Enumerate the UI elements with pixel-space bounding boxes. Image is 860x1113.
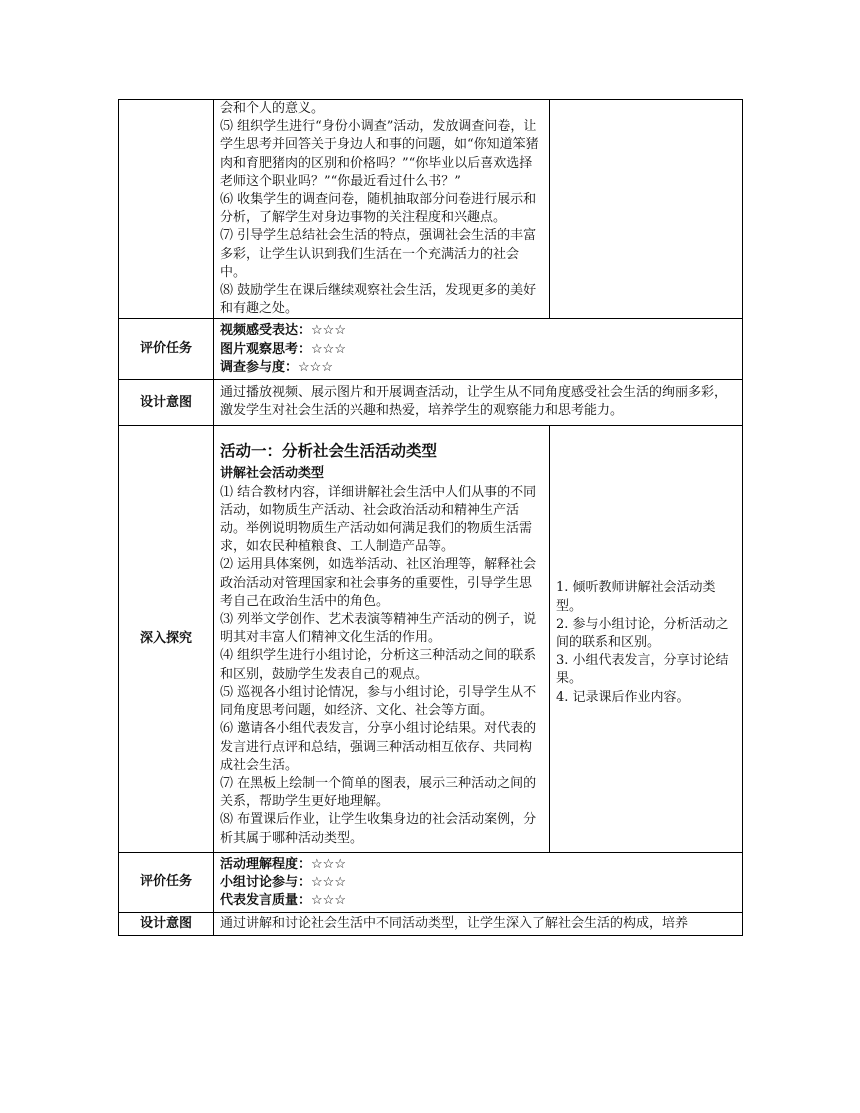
intent-label-1: 设计意图 bbox=[119, 380, 214, 426]
continued-step: ⑹ 收集学生的调查问卷，随机抽取部分问卷进行展示和分析，了解学生对身边事物的关注程度和兴趣点。 bbox=[220, 192, 537, 226]
explore-student-cell bbox=[550, 426, 743, 852]
student-step: 1. 倾听教师讲解社会活动类型。 bbox=[556, 580, 716, 614]
eval-item: 小组讨论参与：☆☆☆ bbox=[220, 874, 346, 890]
continued-teacher-cell bbox=[214, 100, 550, 319]
continued-step: ⑺ 引导学生总结社会生活的特点，强调社会生活的丰富多彩，让学生认识到我们生活在一个充满活力的社会中。 bbox=[220, 228, 537, 280]
student-step: 3. 小组代表发言，分享讨论结果。 bbox=[556, 653, 729, 687]
explore-teacher-cell bbox=[214, 426, 550, 852]
eval-criteria-1 bbox=[214, 319, 743, 380]
eval-criteria-2 bbox=[214, 852, 743, 913]
explore-row bbox=[119, 426, 743, 852]
eval-item: 视频感受表达：☆☆☆ bbox=[220, 323, 346, 339]
teacher-step: ⑸ 巡视各小组讨论情况，参与小组讨论，引导学生从不同角度思考问题，如经济、文化、社会等方面。 bbox=[220, 684, 537, 719]
continued-line: 会和个人的意义。 bbox=[220, 101, 325, 116]
teacher-step: ⑻ 布置课后作业，让学生收集身边的社会活动案例，分析其属于哪种活动类型。 bbox=[220, 812, 537, 846]
eval-label-2: 评价任务 bbox=[119, 852, 214, 913]
intent-row-1 bbox=[119, 380, 743, 426]
teacher-step: ⑷ 组织学生进行小组讨论，分析这三种活动之间的联系和区别，鼓励学生发表自己的观点。 bbox=[220, 648, 537, 682]
continued-row bbox=[119, 100, 743, 319]
eval-item: 活动理解程度：☆☆☆ bbox=[220, 856, 346, 872]
continued-student-cell bbox=[550, 100, 743, 319]
eval-item: 图片观察思考：☆☆☆ bbox=[220, 341, 346, 357]
activity-title: 活动一：分析社会生活活动类型 bbox=[220, 442, 438, 461]
continued-label-cell bbox=[119, 100, 214, 319]
eval-item: 调查参与度：☆☆☆ bbox=[220, 359, 333, 375]
teacher-step: ⑶ 列举文学创作、艺术表演等精神生产活动的例子，说明其对丰富人们精神文化生活的作用。 bbox=[220, 612, 537, 646]
intent-text-1: 通过播放视频、展示图片和开展调查活动，让学生从不同角度感受社会生活的绚丽多彩，激发学生对社会生活的兴趣和热爱，培养学生的观察能力和思考能力。 bbox=[214, 380, 743, 426]
activity-subtitle: 讲解社会活动类型 bbox=[220, 466, 325, 482]
intent-text-2: 通过讲解和讨论社会生活中不同活动类型，让学生深入了解社会生活的构成，培养 bbox=[214, 913, 743, 935]
student-step: 2. 参与小组讨论，分析活动之间的联系和区别。 bbox=[556, 616, 729, 650]
eval-row-2 bbox=[119, 852, 743, 913]
teacher-step: ⑺ 在黑板上绘制一个简单的图表，展示三种活动之间的关系，帮助学生更好地理解。 bbox=[220, 775, 537, 810]
teacher-step: ⑵ 运用具体案例，如选举活动、社区治理等，解释社会政治活动对管理国家和社会事务的重要性，引导学生思考自己在政治生活中的角色。 bbox=[220, 557, 537, 609]
intent-label-2: 设计意图 bbox=[119, 913, 214, 935]
eval-label-1: 评价任务 bbox=[119, 319, 214, 380]
teacher-step: ⑴ 结合教材内容，详细讲解社会生活中人们从事的不同活动，如物质生产活动、社会政治活动和精神生产活动。举例说明物质生产活动如何满足我们的物质生活需求，如农民种植粮食、工人制造产品等。 bbox=[220, 484, 537, 555]
student-step: 4. 记录课后作业内容。 bbox=[556, 689, 690, 705]
explore-label: 深入探究 bbox=[119, 426, 214, 852]
eval-item: 代表发言质量：☆☆☆ bbox=[220, 893, 346, 909]
continued-step: ⑸ 组织学生进行“身份小调查”活动，发放调查问卷，让学生思考并回答关于身边人和事的问题，如“你知道笨猪肉和育肥猪肉的区别和价格吗？”“你毕业以后喜欢选择老师这个职业吗？”“你最近看过什么书？” bbox=[220, 119, 539, 189]
teacher-step: ⑹ 邀请各小组代表发言，分享小组讨论结果。对代表的发言进行点评和总结，强调三种活动相互依存、共同构成社会生活。 bbox=[220, 721, 537, 773]
continued-step: ⑻ 鼓励学生在课后继续观察社会生活，发现更多的美好和有趣之处。 bbox=[220, 283, 537, 317]
intent-row-2 bbox=[119, 913, 743, 935]
eval-row-1 bbox=[119, 319, 743, 380]
lesson-plan-table bbox=[118, 99, 743, 936]
